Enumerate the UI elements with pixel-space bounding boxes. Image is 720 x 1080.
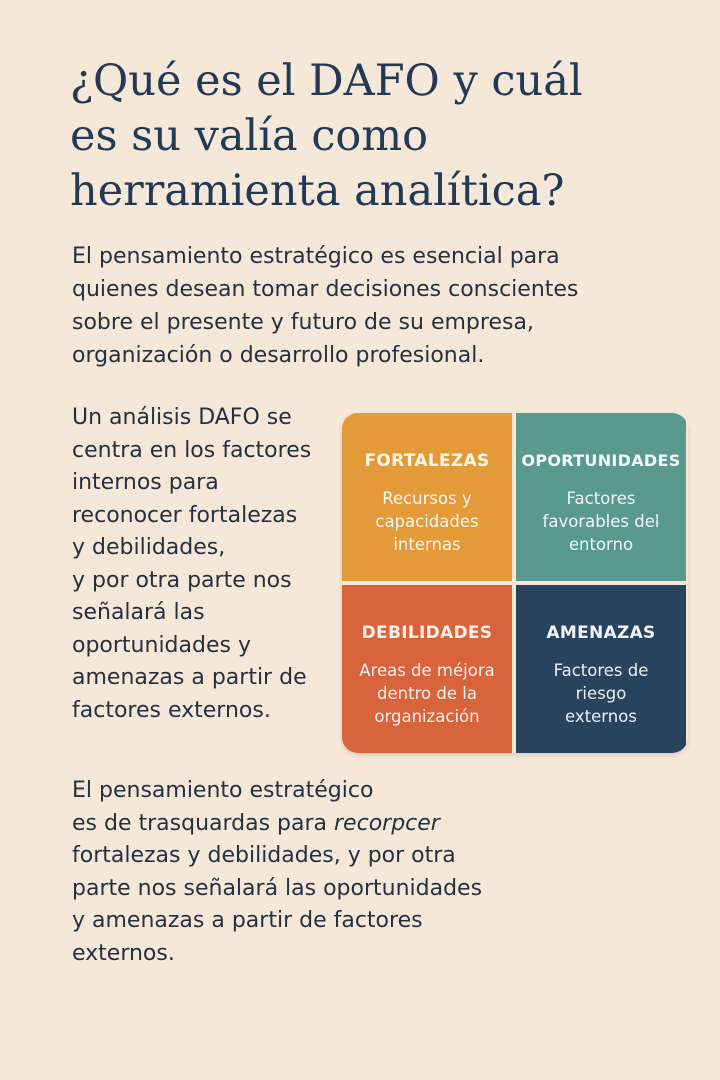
title-line: herramienta analítica? — [70, 166, 565, 216]
desc-line: dentro de la — [377, 684, 477, 703]
explanation-line: oportunidades y — [72, 632, 251, 658]
intro-line: organización o desarrollo profesional. — [72, 343, 485, 368]
closing-line: fortalezas y debilidades, y por otra — [72, 843, 456, 868]
title-line: ¿Qué es el DAFO y cuál — [70, 56, 583, 106]
desc-line: Recursos y — [382, 489, 472, 508]
explanation-line: Un análisis DAFO se — [72, 405, 292, 430]
dafo-explanation-paragraph — [72, 402, 340, 727]
closing-line: parte nos señalará las oportunidades — [72, 875, 483, 901]
desc-line: internas — [393, 535, 461, 554]
fortalezas-description — [367, 487, 486, 556]
closing-italic-word: recorpcer — [334, 810, 440, 836]
explanation-line: señalará las — [72, 600, 205, 625]
title-line: es su valía como — [70, 111, 428, 161]
amenazas-title: AMENAZAS — [546, 623, 656, 643]
debilidades-title: DEBILIDADES — [361, 623, 493, 643]
closing-line: El pensamiento estratégico — [72, 778, 374, 803]
explanation-line: y debilidades, — [72, 535, 226, 560]
explanation-line: reconocer fortalezas — [72, 502, 298, 528]
explanation-line: y por otra parte nos — [72, 567, 292, 593]
desc-line: externos — [565, 707, 637, 726]
closing-text: es de trasquardas para — [72, 810, 335, 836]
amenazas-description — [546, 659, 657, 728]
oportunidades-description — [535, 487, 668, 556]
closing-line — [72, 808, 542, 841]
explanation-line: internos para — [72, 470, 219, 495]
amenazas-quadrant — [516, 585, 686, 753]
debilidades-description — [351, 659, 502, 728]
closing-line: y amenazas a partir de factores — [72, 908, 423, 933]
intro-line: quienes desean tomar decisiones conscientes — [72, 277, 579, 302]
closing-line: externos. — [72, 940, 175, 966]
fortalezas-quadrant — [342, 413, 512, 581]
desc-line: Factores — [566, 489, 636, 508]
oportunidades-title: OPORTUNIDADES — [521, 451, 681, 470]
intro-line: sobre el presente y futuro de su empresa, — [72, 310, 534, 335]
desc-line: riesgo — [575, 684, 627, 703]
desc-line: Factores de — [553, 661, 649, 680]
explanation-line: centra en los factores — [72, 437, 312, 463]
intro-paragraph — [72, 240, 662, 372]
desc-line: organización — [374, 707, 480, 726]
explanation-line: amenazas a partir de — [72, 665, 307, 690]
dafo-matrix — [342, 413, 688, 753]
debilidades-quadrant — [342, 585, 512, 753]
fortalezas-title: FORTALEZAS — [364, 451, 490, 471]
page-title — [70, 54, 680, 219]
desc-line: capacidades — [375, 512, 479, 531]
closing-paragraph — [72, 775, 542, 970]
intro-line: El pensamiento estratégico es esencial para — [72, 244, 560, 269]
desc-line: entorno — [568, 535, 634, 554]
desc-line: favorables del — [542, 512, 660, 531]
explanation-line: factores externos. — [72, 697, 271, 723]
desc-line: Areas de méjora — [359, 661, 495, 680]
oportunidades-quadrant — [516, 413, 686, 581]
